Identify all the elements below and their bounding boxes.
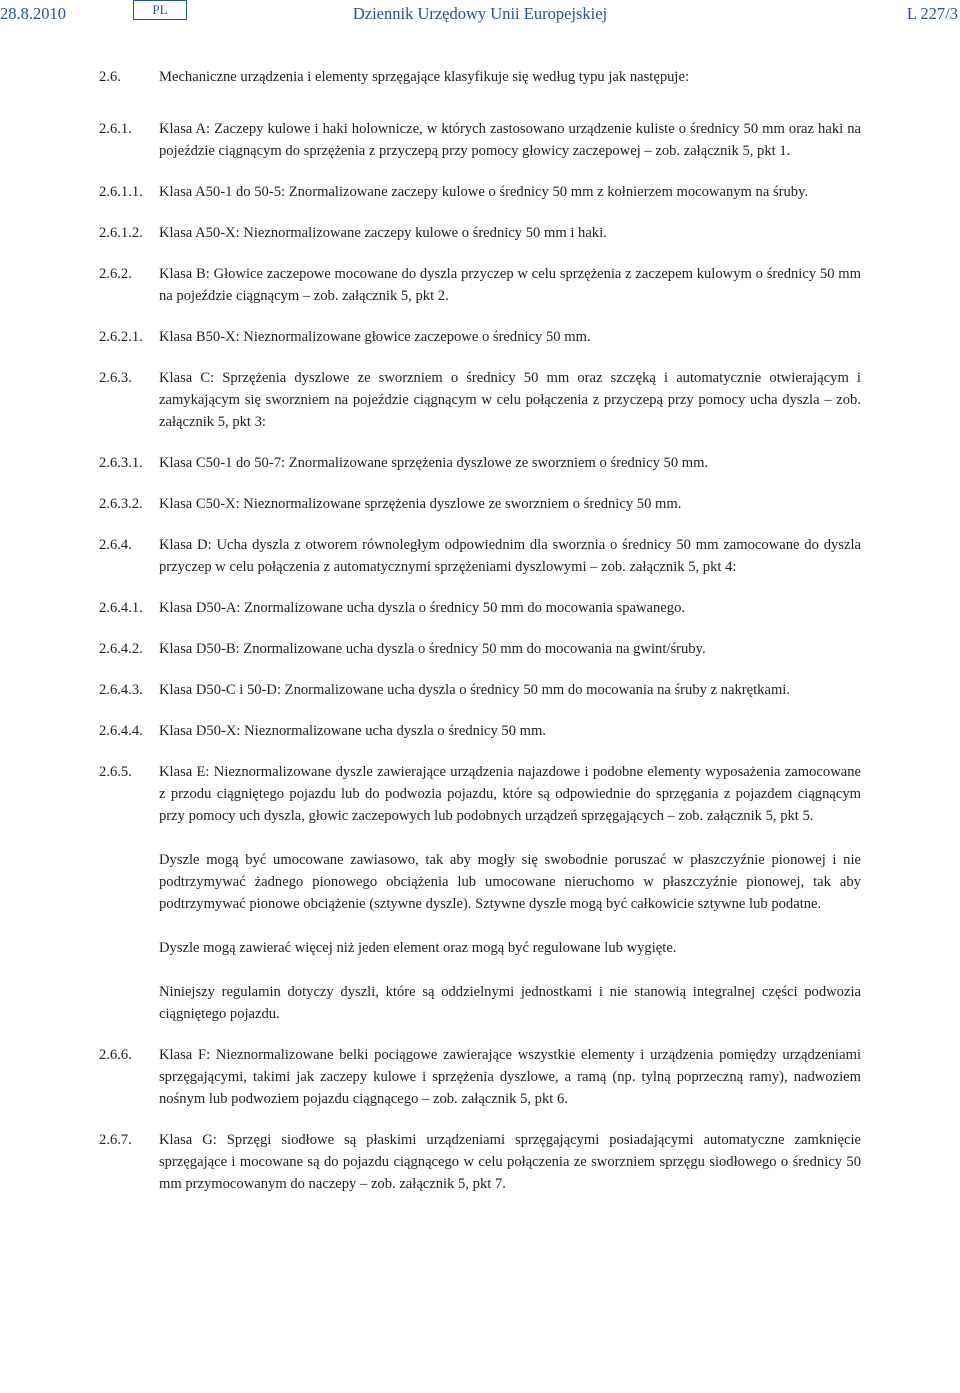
section-number: 2.6.1.2.	[99, 225, 143, 241]
language-badge: PL	[133, 0, 187, 20]
section-text: Klasa G: Sprzęgi siodłowe są płaskimi urządzeniami sprzęgającymi posiadającymi automatyczne zamknięcie sprzęgające i mocowane są do pojazdu ciągnącego w celu połączenia ze sworzniem sprzęgu siodłowego o średnicy 50 mm przymocowanym do naczepy – zob. załącznik 5, pkt 7.	[159, 1132, 861, 1192]
section-text: Klasa A: Zaczepy kulowe i haki holownicze, w których zastosowano urządzenie kuliste o średnicy 50 mm oraz haki na pojeździe ciągnącym do sprzężenia z przyczepą przy pomocy głowicy zaczepowej – zob. załącznik 5, pkt 1.	[159, 121, 861, 159]
section-text: Klasa F: Nieznormalizowane belki pociągowe zawierające wszystkie elementy i urządzenia pomiędzy urządzeniami sprzęgającymi, takimi jak zaczepy kulowe i sprzężenia dyszlowe, a ramą (np. tylną poprzeczną ramy), nadwoziem nośnym lub podwoziem pojazdu ciągnącego – zob. załącznik 5, pkt 6.	[159, 1047, 861, 1107]
section-text: Klasa C50-1 do 50-7: Znormalizowane sprzężenia dyszlowe ze sworzniem o średnicy 50 mm.	[159, 455, 709, 471]
journal-title: Dziennik Urzędowy Unii Europejskiej	[352, 4, 608, 23]
section-item	[0, 597, 960, 619]
section-number: 2.6.1.	[99, 121, 132, 137]
section-item	[0, 679, 960, 701]
section-number: 2.6.3.	[99, 370, 132, 386]
section-text: Klasa D50-A: Znormalizowane ucha dyszla o średnicy 50 mm do mocowania spawanego.	[159, 600, 686, 616]
section-item	[0, 66, 960, 88]
section-text: Klasa D50-C i 50-D: Znormalizowane ucha dyszla o średnicy 50 mm do mocowania na śruby z nakrętkami.	[159, 682, 791, 698]
section-item	[0, 638, 960, 660]
section-number: 2.6.3.1.	[99, 455, 143, 471]
section-item	[0, 118, 960, 162]
section-item	[0, 222, 960, 244]
section-item	[0, 181, 960, 203]
publication-date: 28.8.2010	[0, 4, 66, 23]
section-paragraph	[0, 937, 960, 959]
section-text: Klasa D50-B: Znormalizowane ucha dyszla o średnicy 50 mm do mocowania na gwint/śruby.	[159, 641, 706, 657]
section-item	[0, 1044, 960, 1110]
paragraph-text: Dyszle mogą być umocowane zawiasowo, tak aby mogły się swobodnie poruszać w płaszczyźnie pionowej i nie podtrzymywać żadnego pionowego obciążenia lub umocowane nieruchomo w płaszczyźnie pionowej, tak aby podtrzymywać pionowe obciążenie (sztywne dyszle). Sztywne dyszle mogą być całkowicie sztywne lub podatne.	[159, 852, 861, 912]
section-item	[0, 720, 960, 742]
section-number: 2.6.4.3.	[99, 682, 143, 698]
section-number: 2.6.2.1.	[99, 329, 143, 345]
section-number: 2.6.2.	[99, 266, 132, 282]
section-number: 2.6.3.2.	[99, 496, 143, 512]
section-number: 2.6.4.4.	[99, 723, 143, 739]
section-number: 2.6.4.2.	[99, 641, 143, 657]
section-text: Klasa B50-X: Nieznormalizowane głowice zaczepowe o średnicy 50 mm.	[159, 329, 591, 345]
paragraph-text: Niniejszy regulamin dotyczy dyszli, które są oddzielnymi jednostkami i nie stanowią integralnej części podwozia ciągniętego pojazdu.	[159, 984, 861, 1022]
journal-header	[0, 0, 960, 30]
section-item	[0, 761, 960, 827]
section-text: Klasa C50-X: Nieznormalizowane sprzężenia dyszlowe ze sworzniem o średnicy 50 mm.	[159, 496, 682, 512]
section-number: 2.6.	[99, 69, 121, 85]
section-paragraph	[0, 981, 960, 1025]
section-number: 2.6.4.1.	[99, 600, 143, 616]
section-item	[0, 493, 960, 515]
section-text: Klasa A50-X: Nieznormalizowane zaczepy kulowe o średnicy 50 mm i haki.	[159, 225, 607, 241]
section-text: Mechaniczne urządzenia i elementy sprzęgające klasyfikuje się według typu jak następuje:	[159, 69, 690, 85]
section-text: Klasa A50-1 do 50-5: Znormalizowane zaczepy kulowe o średnicy 50 mm z kołnierzem mocowanym na śruby.	[159, 184, 809, 200]
section-item	[0, 326, 960, 348]
document-body	[0, 66, 960, 1214]
section-number: 2.6.5.	[99, 764, 132, 780]
section-text: Klasa C: Sprzężenia dyszlowe ze sworzniem o średnicy 50 mm oraz szczęką i automatycznie otwierającym i zamykającym się sworzniem na pojeździe ciągnącym w celu połączenia z przyczepą przy pomocy ucha dyszla – zob. załącznik 5, pkt 3:	[159, 370, 861, 430]
section-number: 2.6.4.	[99, 537, 132, 553]
section-text: Klasa D50-X: Nieznormalizowane ucha dyszla o średnicy 50 mm.	[159, 723, 547, 739]
section-text: Klasa B: Głowice zaczepowe mocowane do dyszla przyczep w celu sprzężenia z zaczepem kulowym o średnicy 50 mm na pojeździe ciągnącym – zob. załącznik 5, pkt 2.	[159, 266, 861, 304]
section-item	[0, 1129, 960, 1195]
section-text: Klasa E: Nieznormalizowane dyszle zawierające urządzenia najazdowe i podobne elementy wyposażenia zamocowane z przodu ciągniętego pojazdu lub do podwozia pojazdu, które są odpowiednie do sprzęgania z pojazdem ciągnącym przy pomocy uch dyszla, głowic zaczepowych lub podobnych urządzeń sprzęgających – zob. załącznik 5, pkt 5.	[159, 764, 861, 824]
section-paragraph	[0, 849, 960, 915]
section-number: 2.6.1.1.	[99, 184, 143, 200]
section-number: 2.6.6.	[99, 1047, 132, 1063]
paragraph-text: Dyszle mogą zawierać więcej niż jeden element oraz mogą być regulowane lub wygięte.	[159, 940, 677, 956]
section-item	[0, 263, 960, 307]
section-item	[0, 367, 960, 433]
section-item	[0, 534, 960, 578]
page-reference: L 227/3	[906, 4, 958, 23]
section-number: 2.6.7.	[99, 1132, 132, 1148]
section-text: Klasa D: Ucha dyszla z otworem równoległym odpowiednim dla sworznia o średnicy 50 mm zamocowane do dyszla przyczep w celu połączenia z automatycznymi sprzężeniami dyszlowymi – zob. załącznik 5, pkt 4:	[159, 537, 861, 575]
section-item	[0, 452, 960, 474]
